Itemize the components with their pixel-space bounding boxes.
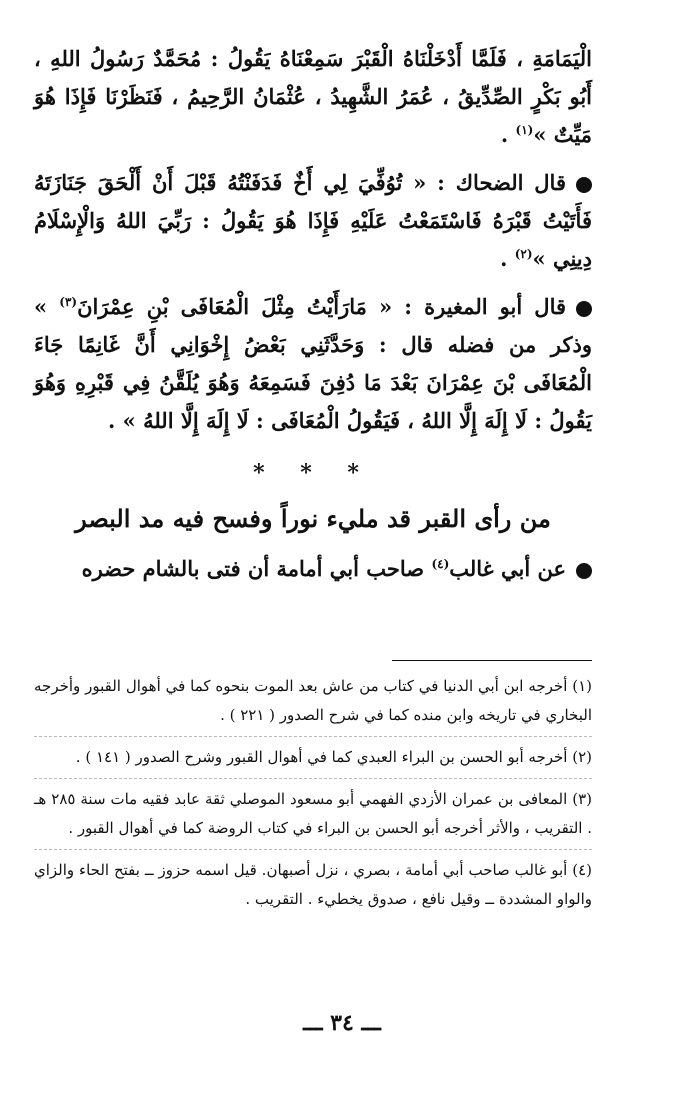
paragraph-2-end: . — [500, 246, 515, 271]
section-separator: * * * — [253, 460, 373, 486]
paragraph-3 — [34, 288, 592, 440]
footnote-divider — [392, 660, 592, 661]
footnote-1: (١) أخرجه ابن أبي الدنيا في كتاب من عاش بعد الموت بنحوه كما في أهوال القبور وأخرجه البخاري في تاريخه وابن منده كما في شرح الصدور ( ٢٢١ ) . — [34, 677, 592, 724]
paragraph-1-text: الْيَمَامَةِ ، فَلَمَّا أَدْخَلْنَاهُ الْقَبْرَ سَمِعْنَاهُ يَقُولُ : مُحَمَّدٌ رَسُولُ اللهِ ، أَبُو بَكْرٍ الصِّدِّيقُ ، عُمَرُ الشَّهِيدُ ، عُثْمَانُ الرَّحِيمُ ، فَنَظَرْنَا فَإِذَا هُوَ مَيِّتٌ » — [34, 46, 592, 147]
paragraph-2 — [34, 164, 592, 278]
footnote-4: (٤) أبو غالب صاحب أبي أمامة ، بصري ، نزل أصبهان. قيل اسمه حزوز ــ بفتح الحاء والزاي والواو المشددة ــ وقيل نافع ، صدوق يخطيء . التقريب . — [34, 849, 592, 920]
paragraph-2-text: قال الضحاك : « تُوُفِّيَ لِي أَخٌ فَدَفَنْتُهُ قَبْلَ أَنْ أَلْحَقَ جَنَازَتَهُ فَأَتَيْتُ قَبْرَهُ فَاسْتَمَعْتُ عَلَيْهِ فَإِذَا هُوَ يَقُولُ : رَبِّيَ اللهُ وَالْإِسْلَامُ دِينِي » — [34, 170, 592, 271]
footnote-ref-4[interactable]: (٤) — [431, 557, 450, 571]
footnotes — [34, 672, 592, 920]
paragraph-4-text-a: عن أبي غالب — [449, 556, 566, 581]
footnote-ref-1[interactable]: (١) — [515, 123, 534, 137]
paragraph-4 — [34, 550, 592, 588]
bullet-icon — [576, 301, 592, 317]
page-number: ـــ ٣٤ ـــ — [303, 1010, 381, 1036]
footnote-2: (٢) أخرجه أبو الحسن بن البراء العبدي كما في أهوال القبور وشرح الصدور ( ١٤١ ) . — [34, 736, 592, 778]
main-text — [34, 40, 592, 598]
bullet-icon — [576, 177, 592, 193]
paragraph-4-text-b: صاحب أبي أمامة أن فتى بالشام حضره — [81, 556, 432, 581]
paragraph-3-text-b: » وذكر من فضله قال : وَحَدَّثَنِي بَعْضُ إِخْوَانِي أَنَّ غَانِمًا جَاءَ الْمُعَافَى بْنَ عِمْرَانَ بَعْدَ مَا دُفِنَ فَسَمِعَهُ وَهُوَ يُلَقَّنُ فِي قَبْرِهِ وَهُوَ يَقُولُ : لَا إِلَهَ إِلَّا اللهُ ، فَيَقُولُ الْمُعَافَى : لَا إِلَهَ إِلَّا اللهُ » . — [34, 294, 592, 433]
paragraph-1-end: . — [500, 122, 516, 147]
paragraph-1 — [34, 40, 592, 154]
bullet-icon — [576, 563, 592, 579]
paragraph-3-text-a: قال أبو المغيرة : « مَارَأَيْتُ مِثْلَ الْمُعَافَى بْنِ عِمْرَانَ — [77, 294, 567, 319]
section-heading: من رأى القبر قد مليء نوراً وفسح فيه مد البصر — [75, 504, 551, 533]
footnote-ref-2[interactable]: (٢) — [514, 247, 533, 261]
footnote-ref-3[interactable]: (٣) — [59, 295, 78, 309]
footnote-3: (٣) المعافى بن عمران الأزدي الفهمي أبو مسعود الموصلي ثقة عابد فقيه مات سنة ٢٨٥ هـ . التقريب ، والأثر أخرجه أبو الحسن بن البراء في كتاب الروضة كما في أهوال القبور . — [34, 778, 592, 849]
